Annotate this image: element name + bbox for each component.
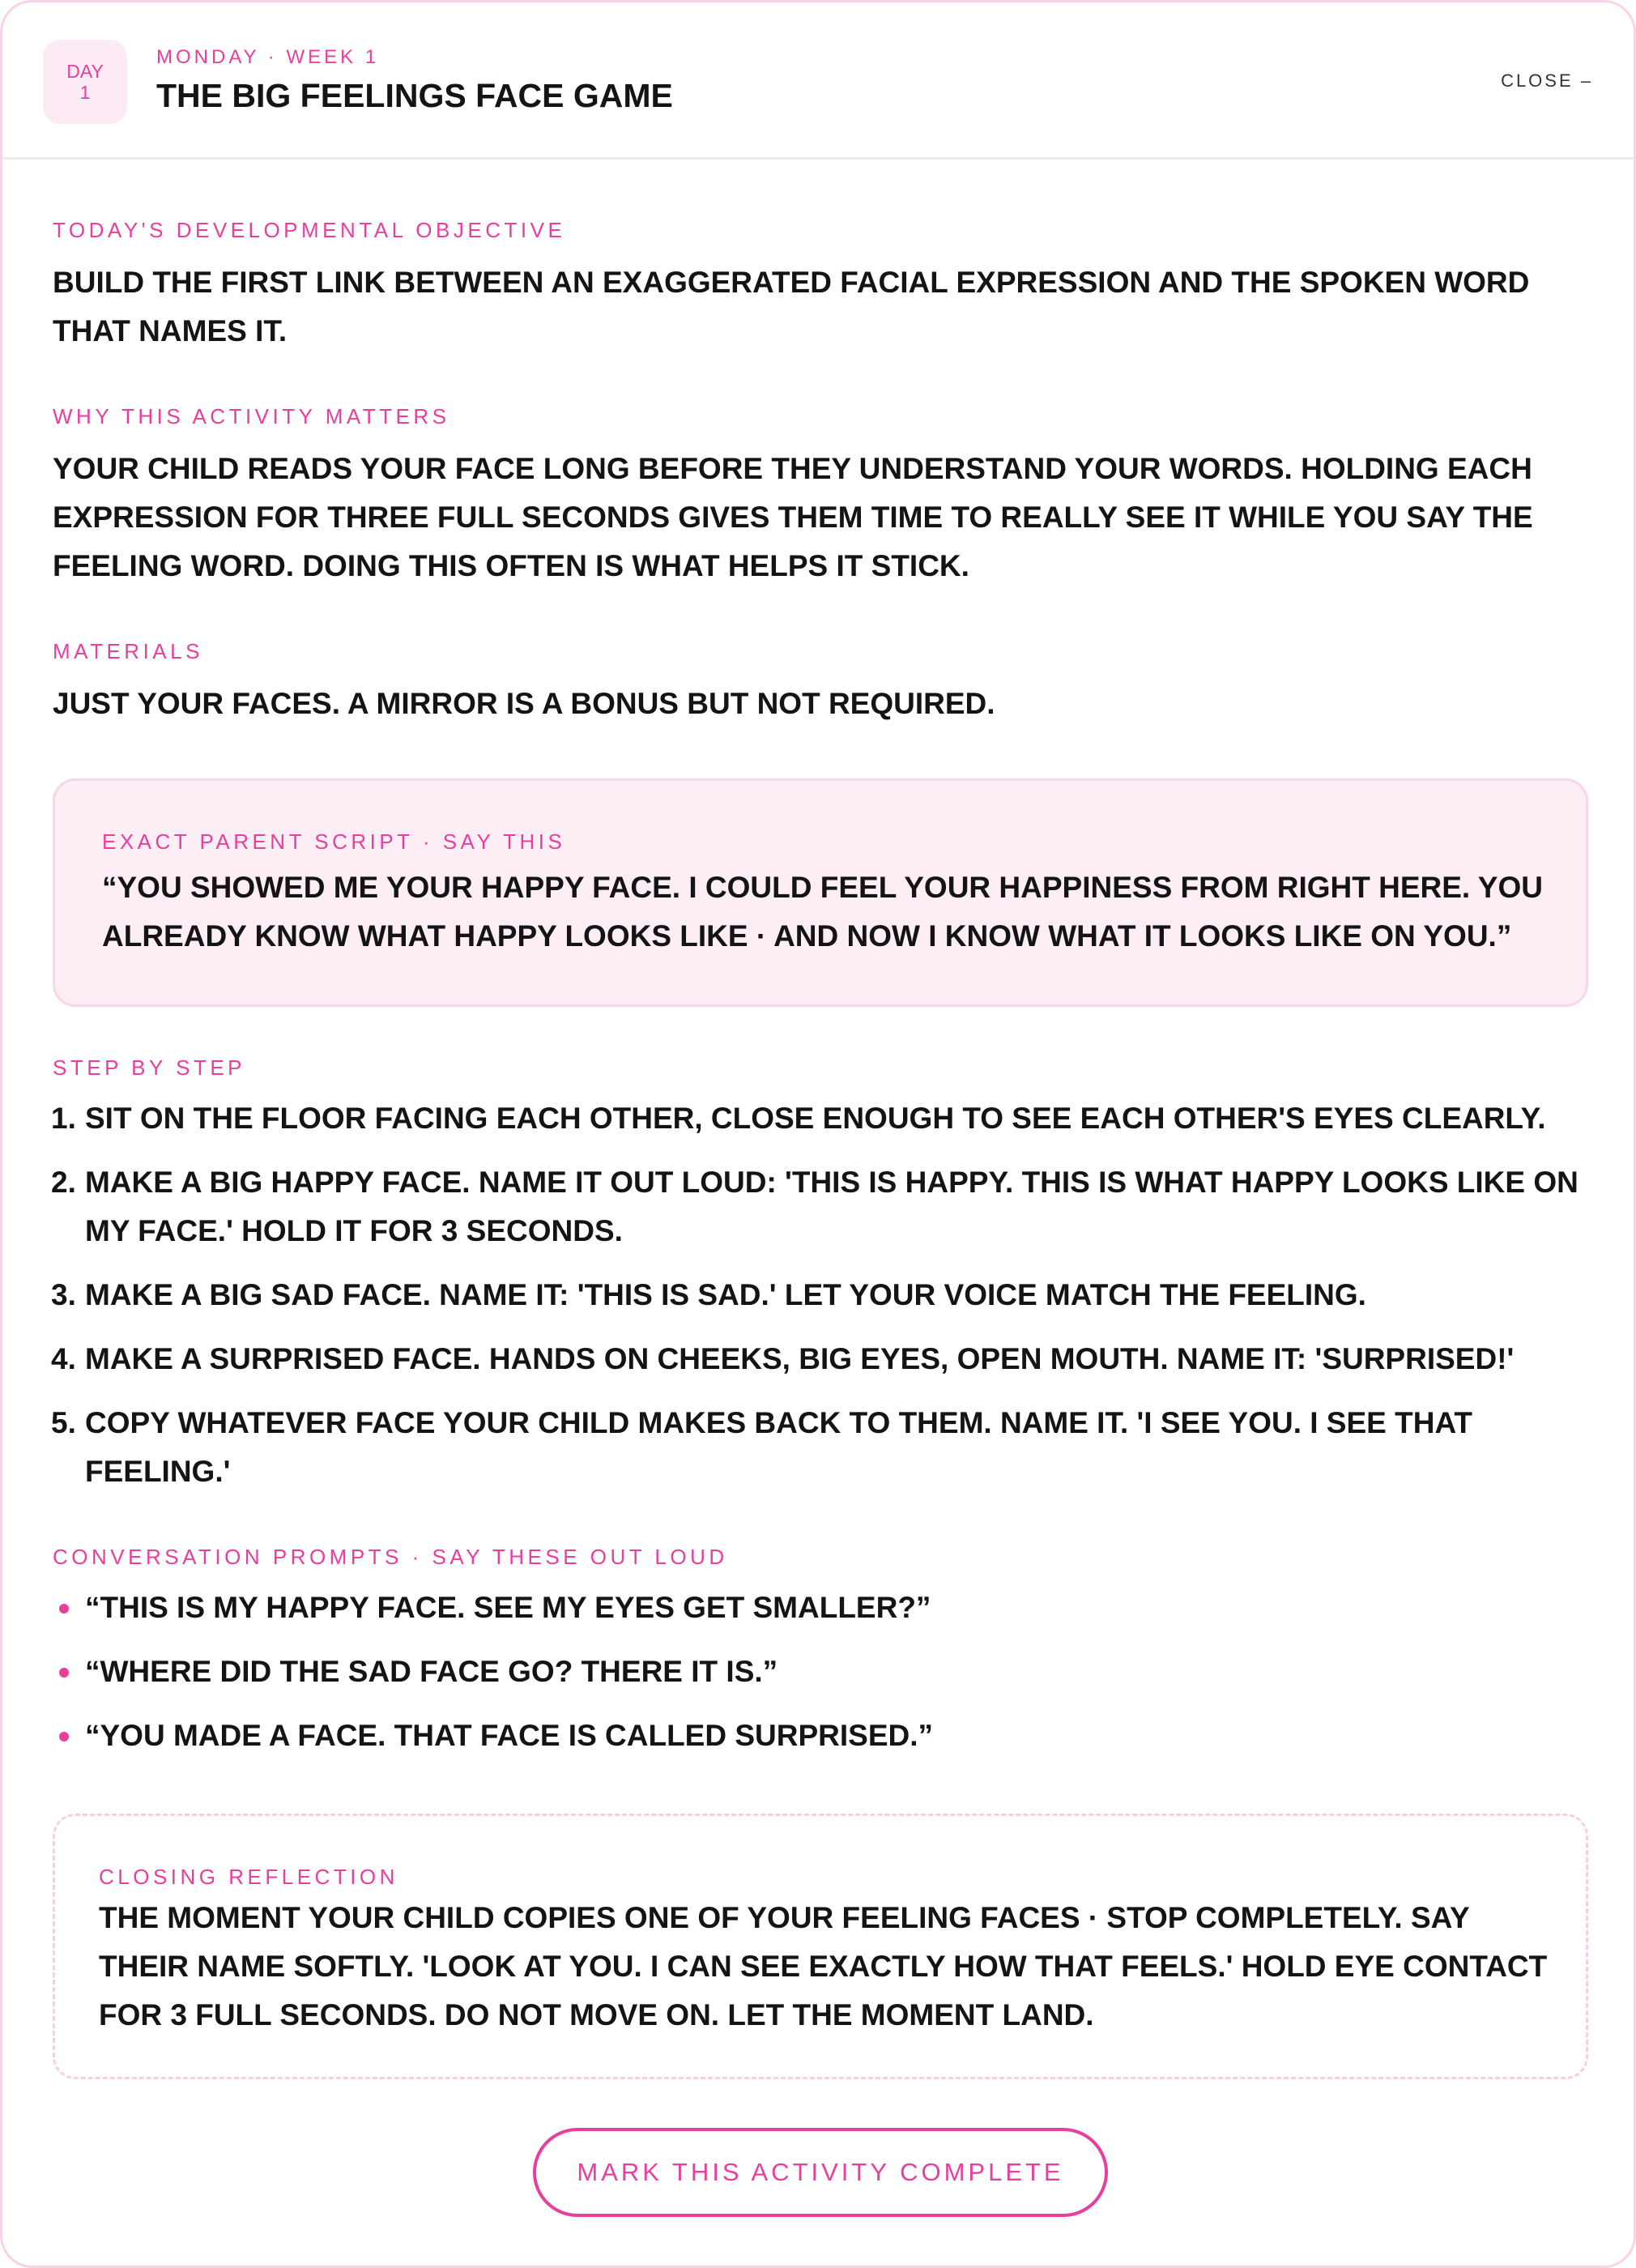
step-text: MAKE A BIG SAD FACE. NAME IT: 'THIS IS SAD.' LET YOUR VOICE MATCH THE FEELING. — [85, 1278, 1366, 1311]
prompt-text: “YOU MADE A FACE. THAT FACE IS CALLED SURPRISED.” — [85, 1719, 934, 1752]
list-item — [53, 1158, 1591, 1256]
list-item — [53, 1399, 1591, 1496]
objective-label: TODAY'S DEVELOPMENTAL OBJECTIVE — [53, 218, 566, 242]
day-badge-label: DAY — [66, 61, 104, 82]
prompts-label: CONVERSATION PROMPTS · SAY THESE OUT LOUD — [53, 1545, 728, 1569]
prompt-text: “WHERE DID THE SAD FACE GO? THERE IT IS.” — [85, 1655, 778, 1688]
step-number: 1. — [51, 1102, 76, 1135]
bullet-dot-icon — [59, 1732, 69, 1742]
step-number: 5. — [51, 1406, 76, 1439]
day-badge — [43, 40, 127, 124]
materials-text: JUST YOUR FACES. A MIRROR IS A BONUS BUT NOT REQUIRED. — [53, 687, 995, 720]
closing-reflection-box — [53, 1814, 1588, 2079]
activity-title: THE BIG FEELINGS FACE GAME — [156, 77, 673, 114]
list-item — [53, 1094, 1591, 1143]
steps-list — [53, 1094, 1591, 1511]
parent-script-box — [53, 778, 1588, 1007]
step-number: 4. — [51, 1342, 76, 1375]
close-button[interactable]: CLOSE – — [1501, 70, 1593, 91]
prompts-list — [53, 1584, 1591, 1776]
step-text: MAKE A SURPRISED FACE. HANDS ON CHEEKS, BIG EYES, OPEN MOUTH. NAME IT: 'SURPRISED!' — [85, 1342, 1515, 1375]
list-item — [53, 1712, 1591, 1760]
objective-text: BUILD THE FIRST LINK BETWEEN AN EXAGGERATED FACIAL EXPRESSION AND THE SPOKEN WORD THAT NAMES IT. — [53, 266, 1530, 347]
script-label: EXACT PARENT SCRIPT · SAY THIS — [102, 829, 566, 854]
steps-label: STEP BY STEP — [53, 1055, 246, 1080]
reflection-text: THE MOMENT YOUR CHILD COPIES ONE OF YOUR FEELING FACES · STOP COMPLETELY. SAY THEIR NAME SOFTLY. 'LOOK AT YOU. I CAN SEE EXACTLY HOW THAT FEELS.' HOLD EYE CONTACT FOR 3 FULL SECONDS. DO NOT MOVE ON. LET THE MOMENT LAND. — [99, 1901, 1548, 2031]
step-number: 2. — [51, 1166, 76, 1199]
step-number: 3. — [51, 1278, 76, 1311]
why-label: WHY THIS ACTIVITY MATTERS — [53, 404, 450, 428]
script-text: “YOU SHOWED ME YOUR HAPPY FACE. I COULD FEEL YOUR HAPPINESS FROM RIGHT HERE. YOU ALREADY KNOW WHAT HAPPY LOOKS LIKE · AND NOW I KNOW WHAT IT LOOKS LIKE ON YOU.” — [102, 871, 1543, 953]
list-item — [53, 1335, 1591, 1383]
bullet-dot-icon — [59, 1604, 69, 1614]
list-item — [53, 1648, 1591, 1696]
materials-label: MATERIALS — [53, 639, 203, 663]
step-text: COPY WHATEVER FACE YOUR CHILD MAKES BACK TO THEM. NAME IT. 'I SEE YOU. I SEE THAT FEELING.' — [85, 1406, 1473, 1488]
step-text: SIT ON THE FLOOR FACING EACH OTHER, CLOSE ENOUGH TO SEE EACH OTHER'S EYES CLEARLY. — [85, 1102, 1546, 1135]
list-item — [53, 1271, 1591, 1319]
card-header — [2, 2, 1634, 160]
step-text: MAKE A BIG HAPPY FACE. NAME IT OUT LOUD: 'THIS IS HAPPY. THIS IS WHAT HAPPY LOOKS LIKE ON MY FACE.' HOLD IT FOR 3 SECONDS. — [85, 1166, 1578, 1247]
prompt-text: “THIS IS MY HAPPY FACE. SEE MY EYES GET SMALLER?” — [85, 1591, 931, 1624]
why-text: YOUR CHILD READS YOUR FACE LONG BEFORE THEY UNDERSTAND YOUR WORDS. HOLDING EACH EXPRESSION FOR THREE FULL SECONDS GIVES THEM TIME TO REALLY SEE IT WHILE YOU SAY THE FEELING WORD. DOING THIS OFTEN IS WHAT HELPS IT STICK. — [53, 452, 1533, 582]
reflection-label: CLOSING REFLECTION — [99, 1865, 398, 1889]
bullet-dot-icon — [59, 1668, 69, 1678]
mark-complete-button[interactable]: MARK THIS ACTIVITY COMPLETE — [533, 2128, 1108, 2217]
day-badge-number: 1 — [79, 82, 91, 103]
list-item — [53, 1584, 1591, 1632]
day-week-kicker: MONDAY · WEEK 1 — [156, 46, 380, 68]
